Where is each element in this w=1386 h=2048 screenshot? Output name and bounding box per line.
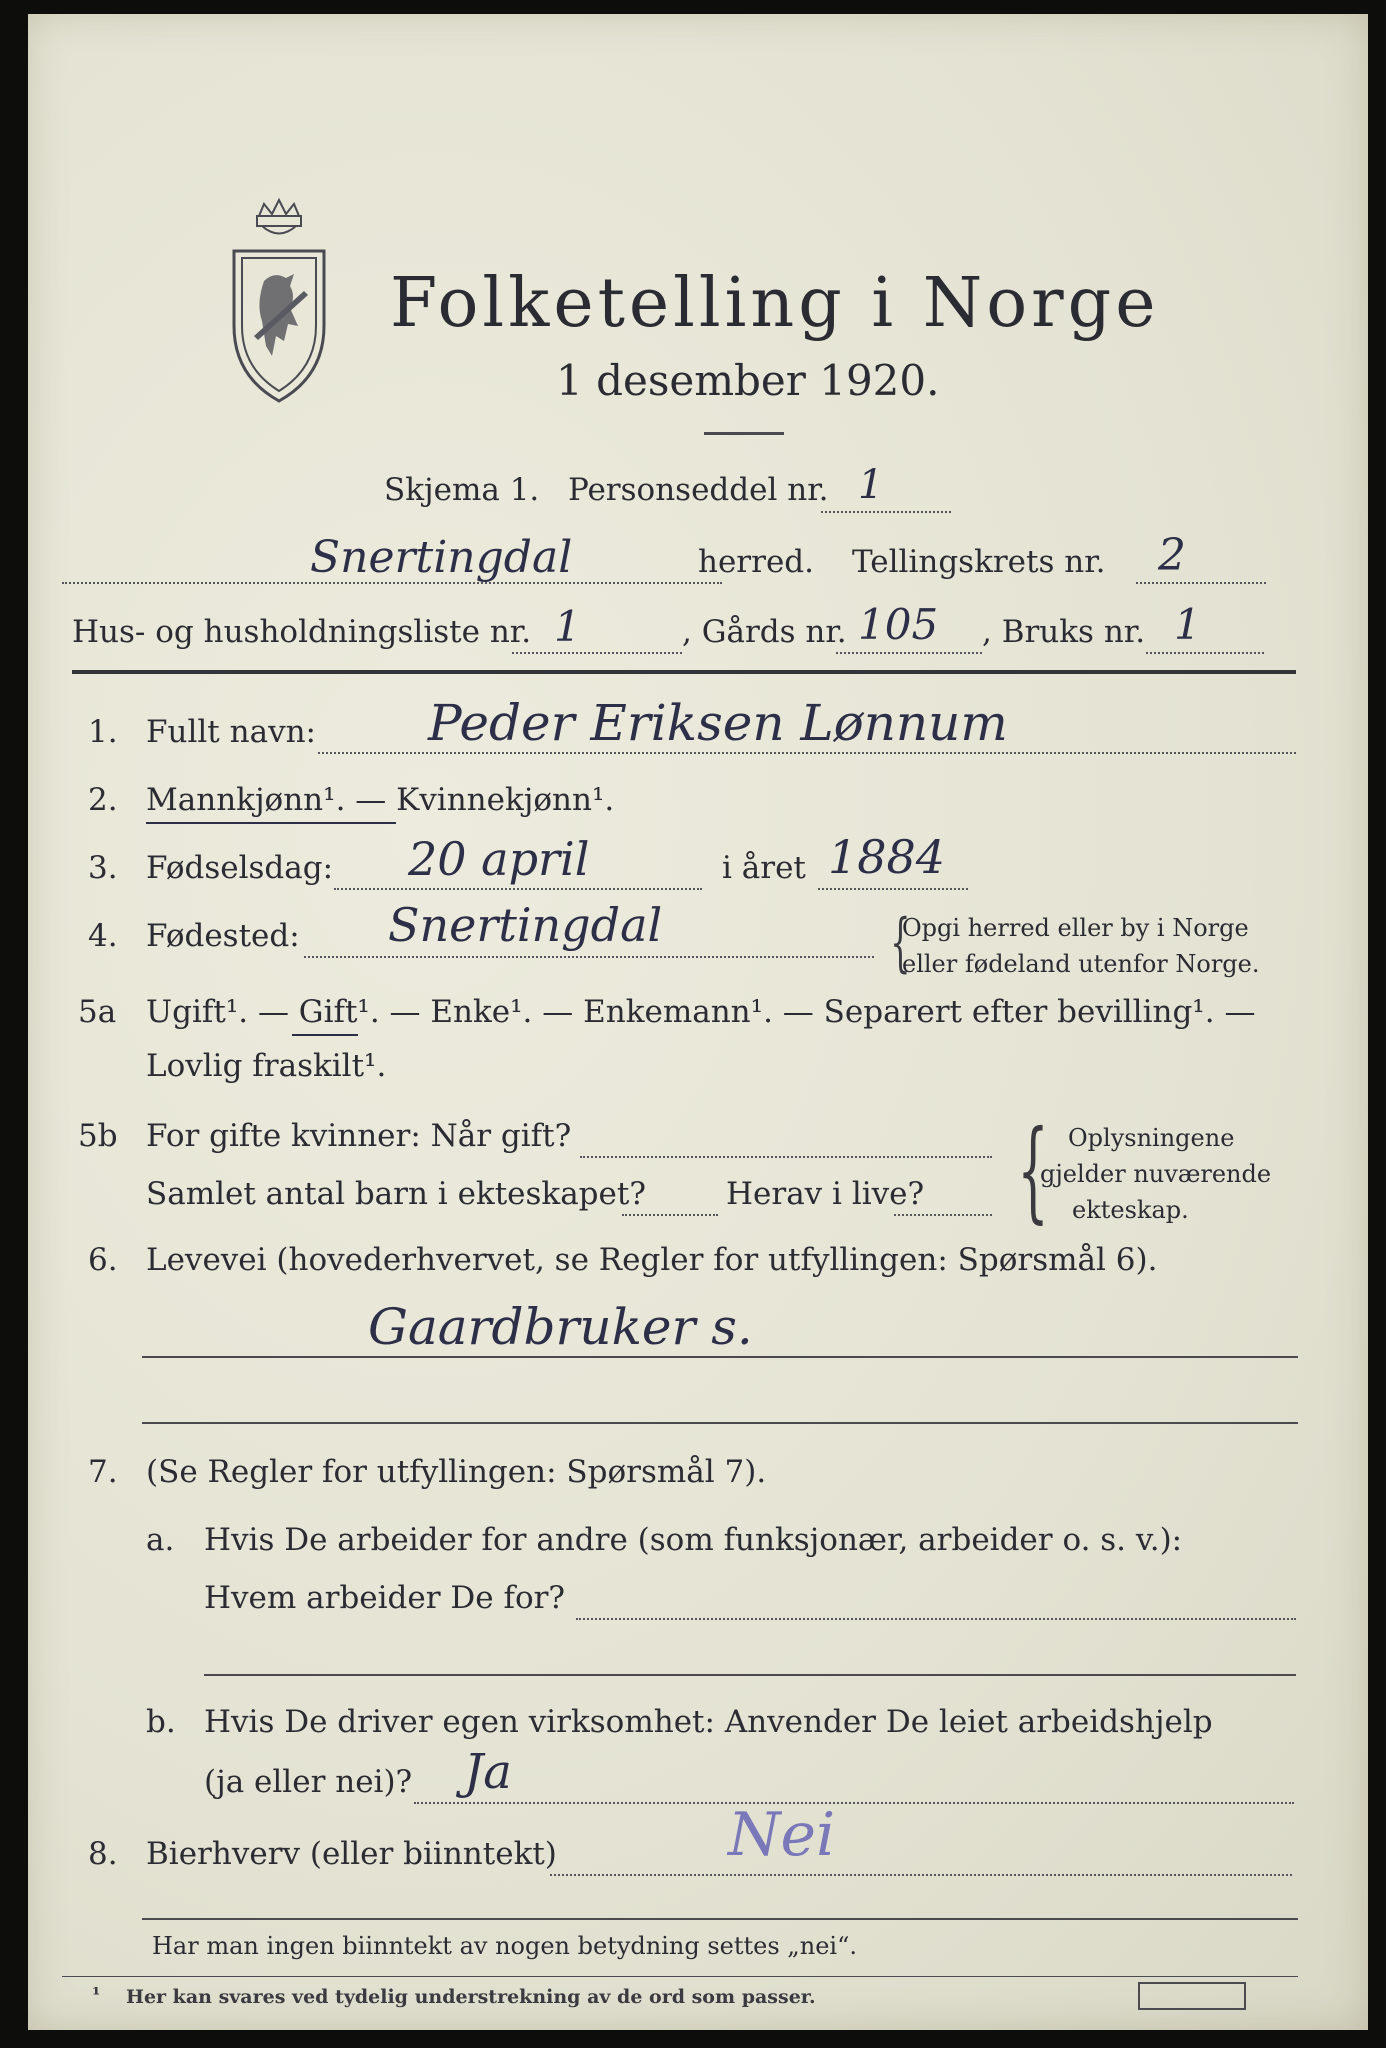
q6-line-2: [142, 1422, 1298, 1424]
personseddel-value: 1: [858, 462, 884, 508]
q5b-children-label: Samlet antal barn i ekteskapet?: [146, 1176, 646, 1212]
hired-help-value: Ja: [464, 1744, 512, 1800]
q8-number: 8.: [88, 1836, 118, 1872]
q5b-children-line: [622, 1214, 718, 1216]
tellingskrets-label: Tellingskrets nr.: [852, 544, 1106, 580]
q7a-label-2: Hvem arbeider De for?: [204, 1580, 566, 1616]
printer-stamp: [1138, 1982, 1246, 2010]
q5b-brace: {: [1017, 1106, 1049, 1234]
q5b-married-line: [580, 1156, 992, 1158]
q4-note-1: Opgi herred eller by i Norge: [902, 914, 1249, 942]
side-income-value: Nei: [728, 1800, 836, 1870]
footnote-divider: [62, 1976, 1298, 1977]
footnote-mark: ¹: [92, 1984, 101, 2006]
footnote-text: Her kan svares ved tydelig understrekning av de ord som passer.: [126, 1986, 816, 2008]
birthplace-value: Snertingdal: [388, 898, 663, 952]
q7b-label-2: (ja eller nei)?: [204, 1764, 413, 1800]
q5b-alive-label: Herav i live?: [726, 1176, 925, 1212]
gift-underline: [292, 1034, 358, 1036]
q5a-number: 5a: [78, 994, 117, 1030]
herred-label: herred.: [698, 544, 814, 580]
q8-label: Bierhverv (eller biinntekt): [146, 1836, 557, 1872]
q3-day-line: [334, 888, 702, 890]
bruks-value: 1: [1174, 600, 1201, 649]
gards-value: 105: [858, 600, 939, 649]
footer-divider: [142, 1918, 1298, 1920]
q7b-line: [414, 1802, 1294, 1804]
q7a-line-2: [204, 1674, 1296, 1676]
mannkjonn-underline: [146, 822, 396, 824]
husliste-value: 1: [554, 602, 581, 651]
q7b-letter: b.: [146, 1704, 176, 1740]
q4-note-2: eller fødeland utenfor Norge.: [902, 950, 1260, 978]
q7-label: (Se Regler for utfyllingen: Spørsmål 7).: [146, 1454, 767, 1490]
q7a-label: Hvis De arbeider for andre (som funksjonær, arbeider o. s. v.):: [204, 1522, 1183, 1558]
q7a-letter: a.: [146, 1522, 175, 1558]
personseddel-label: Personseddel nr.: [568, 472, 829, 508]
tellingskrets-value: 2: [1158, 530, 1186, 581]
q5b-note-1: Oplysningene: [1068, 1124, 1235, 1152]
census-form: [28, 14, 1368, 2030]
q6-number: 6.: [88, 1242, 118, 1278]
q5b-note-3: ekteskap.: [1072, 1196, 1189, 1224]
tellingskrets-line: [1136, 582, 1266, 584]
marital-status-options: Ugift¹. — Gift¹. — Enke¹. — Enkemann¹. — Separert efter bevilling¹. —: [146, 994, 1256, 1030]
q3-number: 3.: [88, 850, 118, 886]
q4-line: [304, 956, 874, 958]
q4-brace: {: [890, 906, 911, 980]
gards-line: [836, 652, 982, 654]
q3-label: Fødselsdag:: [146, 850, 334, 886]
header-divider: [72, 670, 1296, 674]
birthday-value: 20 april: [408, 832, 590, 886]
marital-status-options-2: Lovlig fraskilt¹.: [146, 1048, 387, 1084]
q5b-note-2: gjelder nuværende: [1040, 1160, 1272, 1188]
q7-number: 7.: [88, 1454, 118, 1490]
full-name-value: Peder Eriksen Lønnum: [428, 694, 1008, 752]
q7b-label: Hvis De driver egen virksomhet: Anvender De leiet arbeidshjelp: [204, 1704, 1213, 1740]
q6-line-1: [142, 1356, 1298, 1358]
bruks-label: , Bruks nr.: [982, 614, 1146, 650]
q6-label: Levevei (hovederhvervet, se Regler for utfyllingen: Spørsmål 6).: [146, 1242, 1158, 1278]
q1-number: 1.: [88, 714, 118, 750]
skjema-label: Skjema 1.: [384, 472, 540, 508]
gender-options: Mannkjønn¹. — Kvinnekjønn¹.: [146, 782, 615, 818]
q8-line: [550, 1874, 1292, 1876]
herred-value: Snertingdal: [310, 532, 573, 583]
q4-label: Fødested:: [146, 918, 300, 954]
census-date: 1 desember 1920.: [556, 356, 940, 405]
gards-label: , Gårds nr.: [682, 614, 847, 650]
q3-year-label: i året: [722, 850, 806, 886]
personseddel-line: [821, 511, 951, 513]
norway-coat-of-arms-icon: [224, 196, 334, 406]
q2-number: 2.: [88, 782, 118, 818]
form-title: Folketelling i Norge: [390, 264, 1160, 343]
q3-year-line: [818, 888, 968, 890]
q5b-number: 5b: [78, 1118, 118, 1154]
q4-number: 4.: [88, 918, 118, 954]
husliste-label: Hus- og husholdningsliste nr.: [72, 614, 532, 650]
q5b-alive-line: [894, 1214, 992, 1216]
bruks-line: [1146, 652, 1264, 654]
q7a-line-1: [576, 1618, 1296, 1620]
q1-label: Fullt navn:: [146, 714, 316, 750]
birth-year-value: 1884: [828, 830, 946, 884]
husliste-line: [512, 652, 682, 654]
q1-line: [318, 752, 1296, 754]
title-divider: [704, 432, 784, 435]
occupation-value: Gaardbruker s.: [368, 1298, 753, 1356]
footer-note: Har man ingen biinntekt av nogen betydning settes „nei“.: [152, 1932, 857, 1960]
q5b-married-when-label: For gifte kvinner: Når gift?: [146, 1118, 572, 1154]
